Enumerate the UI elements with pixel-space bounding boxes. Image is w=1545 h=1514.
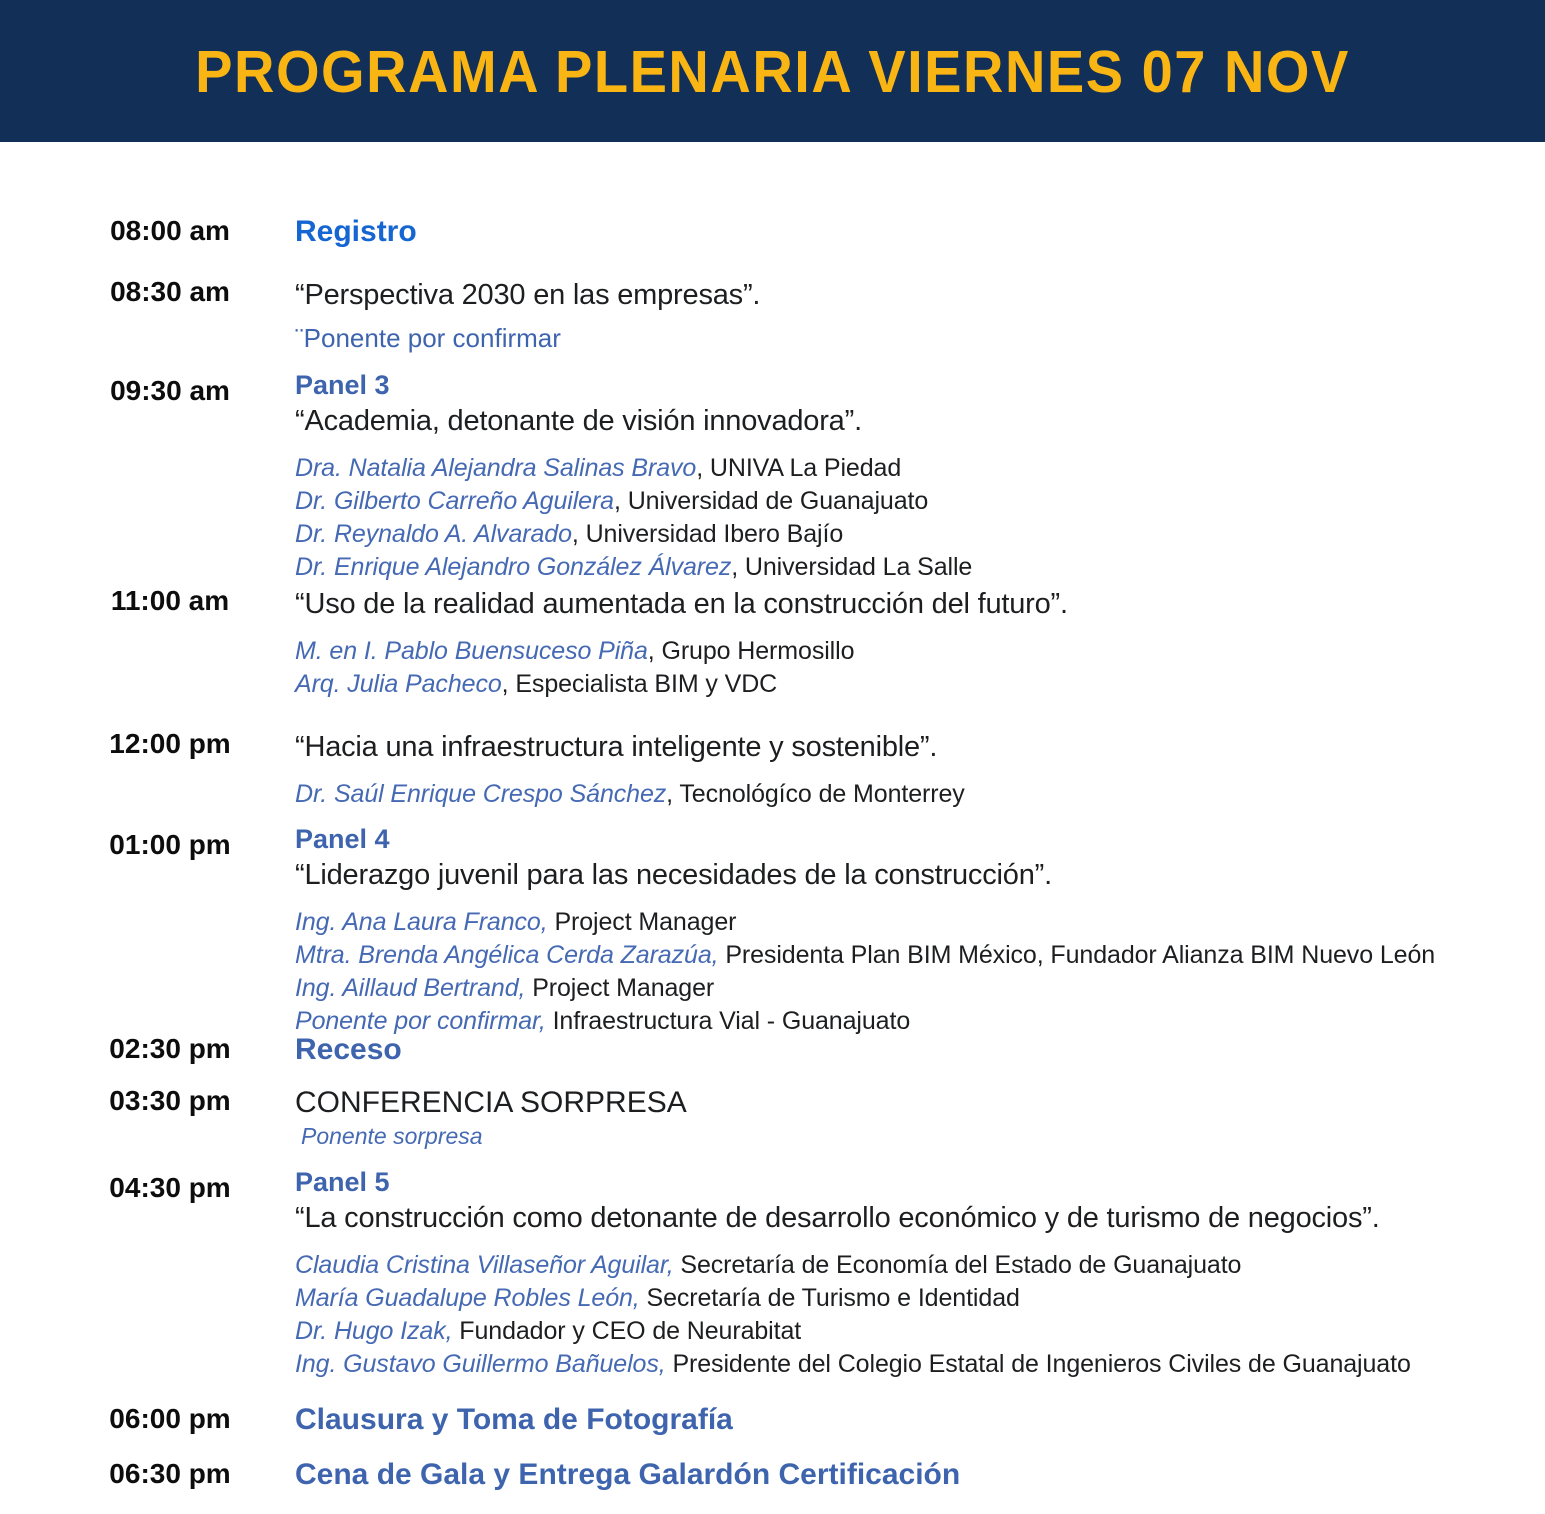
- event-time: 03:30 pm: [109, 1085, 231, 1116]
- speaker-name: María Guadalupe Robles León,: [295, 1284, 640, 1312]
- session-title: CONFERENCIA SORPRESA: [295, 1086, 687, 1119]
- speaker-name: Dr. Enrique Alejandro González Álvarez: [295, 553, 732, 581]
- event-label: Receso: [295, 1033, 402, 1066]
- event-content: [295, 728, 965, 811]
- speaker-affiliation: , Universidad de Guanajuato: [614, 487, 929, 515]
- event-content: [295, 215, 417, 249]
- speaker-name: Ing. Ana Laura Franco,: [295, 908, 548, 936]
- event-content: [295, 276, 760, 354]
- event-time: 06:00 pm: [109, 1403, 231, 1434]
- speaker-affiliation: Secretaría de Economía del Estado de Guanajuato: [673, 1251, 1242, 1279]
- speaker-affiliation: Presidente del Colegio Estatal de Ingenieros Civiles de Guanajuato: [665, 1350, 1411, 1378]
- speaker-line: [295, 1282, 1411, 1315]
- speaker-name: Arq. Julia Pacheco: [295, 670, 502, 698]
- event-content: [295, 1033, 402, 1067]
- speaker-line: [295, 635, 1068, 668]
- speaker-affiliation: , Universidad Ibero Bajío: [571, 520, 844, 548]
- speaker-list: [295, 1249, 1411, 1381]
- speaker-line: [295, 906, 1435, 939]
- event-time: 01:00 pm: [109, 829, 231, 860]
- event-time: 11:00 am: [110, 585, 230, 616]
- event-label: Registro: [295, 215, 417, 248]
- event-label: Cena de Gala y Entrega Galardón Certificación: [295, 1458, 961, 1491]
- speaker-affiliation: , Universidad La Salle: [731, 553, 973, 581]
- speaker-name: Ponente por confirmar,: [295, 1007, 546, 1035]
- event-content: [295, 1165, 1411, 1381]
- session-title: “Liderazgo juvenil para las necesidades de la construcción”.: [295, 859, 1052, 891]
- session-title: “Academia, detonante de visión innovadora”.: [295, 405, 862, 437]
- speaker-affiliation: , Grupo Hermosillo: [647, 637, 855, 665]
- speaker-name: Ing. Aillaud Bertrand,: [295, 974, 526, 1002]
- event-time: 09:30 am: [110, 375, 230, 406]
- speaker-line: [295, 1315, 1411, 1348]
- speaker-affiliation: Project Manager: [525, 974, 715, 1002]
- event-time: 12:00 pm: [109, 728, 231, 759]
- speaker-affiliation: Presidenta Plan BIM México, Fundador Alianza BIM Nuevo León: [718, 941, 1436, 969]
- speaker-name: Dra. Natalia Alejandra Salinas Bravo: [295, 454, 697, 482]
- speaker-name: Dr. Saúl Enrique Crespo Sánchez: [295, 780, 667, 808]
- speaker-name: Claudia Cristina Villaseñor Aguilar,: [295, 1251, 674, 1279]
- speaker-line: [295, 778, 965, 811]
- speaker-list: [295, 452, 972, 584]
- session-title: “Perspectiva 2030 en las empresas”.: [295, 279, 761, 311]
- speaker-list: [295, 778, 965, 811]
- speaker-note: ¨Ponente por confirmar: [295, 323, 561, 353]
- panel-label: Panel 3: [295, 370, 390, 400]
- speaker-affiliation: Secretaría de Turismo e Identidad: [639, 1284, 1020, 1312]
- speaker-name: Dr. Gilberto Carreño Aguilera: [295, 487, 614, 515]
- speaker-name: Dr. Hugo Izak,: [295, 1317, 453, 1345]
- speaker-line: [295, 1005, 1435, 1038]
- speaker-line: [295, 939, 1435, 972]
- event-time: 08:30 am: [110, 276, 230, 307]
- speaker-line: [295, 668, 1068, 701]
- event-label: Clausura y Toma de Fotografía: [295, 1403, 733, 1436]
- panel-label: Panel 5: [295, 1167, 390, 1197]
- speaker-note: Ponente sorpresa: [301, 1123, 483, 1149]
- speaker-affiliation: , Especialista BIM y VDC: [501, 670, 778, 698]
- speaker-list: [295, 635, 1068, 701]
- speaker-list: [295, 906, 1435, 1038]
- event-time: 04:30 pm: [109, 1172, 231, 1203]
- speaker-affiliation: Infraestructura Vial - Guanajuato: [545, 1007, 911, 1035]
- speaker-line: [295, 1249, 1411, 1282]
- speaker-affiliation: , Tecnológíco de Monterrey: [666, 780, 965, 808]
- speaker-affiliation: , UNIVA La Piedad: [696, 454, 902, 482]
- panel-label: Panel 4: [295, 824, 390, 854]
- event-content: [295, 368, 972, 584]
- event-content: [295, 1458, 960, 1492]
- speaker-line: [295, 972, 1435, 1005]
- speaker-line: [295, 1348, 1411, 1381]
- session-title: “La construcción como detonante de desarrollo económico y de turismo de negocios”.: [295, 1202, 1380, 1234]
- event-content: [295, 822, 1435, 1038]
- page-title: PROGRAMA PLENARIA VIERNES 07 NOV: [195, 37, 1350, 105]
- event-content: [295, 585, 1068, 701]
- speaker-affiliation: Fundador y CEO de Neurabitat: [452, 1317, 802, 1345]
- event-time: 06:30 pm: [109, 1458, 231, 1489]
- speaker-affiliation: Project Manager: [547, 908, 737, 936]
- session-title: “Hacia una infraestructura inteligente y sostenible”.: [295, 731, 938, 763]
- speaker-name: Ing. Gustavo Guillermo Bañuelos,: [295, 1350, 666, 1378]
- speaker-name: Dr. Reynaldo A. Alvarado: [295, 520, 572, 548]
- speaker-name: M. en I. Pablo Buensuceso Piña: [295, 637, 648, 665]
- event-content: [295, 1403, 733, 1437]
- speaker-name: Mtra. Brenda Angélica Cerda Zarazúa,: [295, 941, 719, 969]
- speaker-line: [295, 452, 972, 485]
- event-content: [295, 1085, 687, 1150]
- event-time: 08:00 am: [110, 215, 230, 246]
- header-banner: [0, 0, 1545, 142]
- speaker-line: [295, 518, 972, 551]
- session-title: “Uso de la realidad aumentada en la construcción del futuro”.: [295, 588, 1068, 620]
- event-time: 02:30 pm: [109, 1033, 231, 1064]
- schedule: [0, 142, 1545, 1514]
- speaker-line: [295, 551, 972, 584]
- speaker-line: [295, 485, 972, 518]
